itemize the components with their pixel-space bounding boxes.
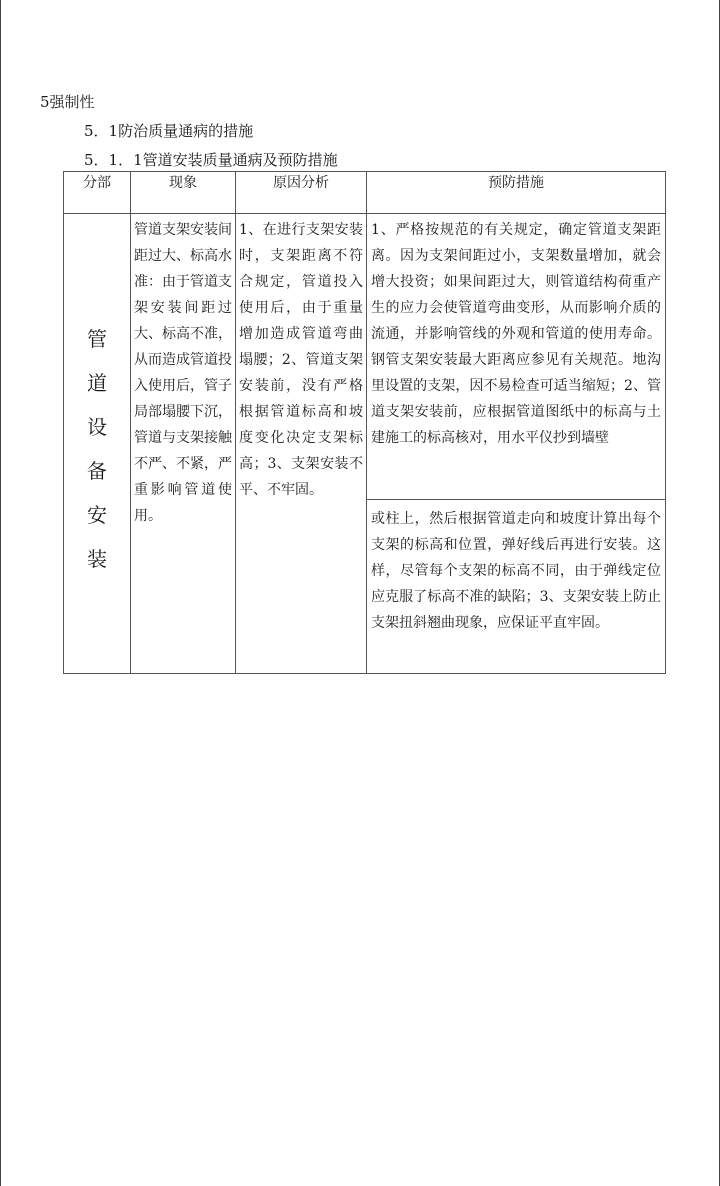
cause-text: 1、在进行支架安装时，支架距离不符合规定，管道投入使用后，由于重量增加造成管道弯曲塌腰；2、管道支架安装前，没有严格根据管道标高和坡度变化决定支架标高；3、支架安装不平、不牢固。 (239, 222, 363, 498)
header-cause-analysis: 原因分析 (236, 172, 367, 214)
header-phenomenon: 现象 (131, 172, 236, 214)
table-row (64, 214, 666, 674)
prevention-text-part1: 1、严格按规范的有关规定，确定管道支架距离。因为支架间距过小，支架数量增加，就会增大投资；如果间距过大，则管道结构荷重产生的应力会使管道弯曲变形，从而影响介质的流通，并影响管线的外观和管道的使用寿命。钢管支架安装最大距离应参见有关规范。地沟里设置的支架，因不易检查可适当缩短；2、管道支架安装前，应根据管道图纸中的标高与土建施工的标高核对，用水平仪抄到墙壁 (371, 222, 661, 446)
phenomenon-cell (131, 214, 236, 674)
section-heading-5-1-1: 5．1．1管道安装质量通病及预防措施 (84, 151, 338, 169)
prevention-divider (367, 499, 665, 500)
phenomenon-text: 管道支架安装间距过大、标高水准：由于管道支架安装间距过大、标高不准，从而造成管道投入使用后，管子局部塌腰下沉，管道与支架接触不严、不紧，严重影响管道使用。 (134, 222, 232, 524)
division-vertical-text: 管 道 设 备 安 装 (87, 326, 107, 571)
table-header-row (64, 172, 666, 214)
section-heading-5-1: 5．1防治质量通病的措施 (84, 122, 254, 140)
page-left-border (0, 0, 1, 1186)
section-heading-5: 5强制性 (40, 93, 95, 111)
quality-defects-table (63, 171, 666, 674)
prevention-text-part2: 或柱上，然后根据管道走向和坡度计算出每个支架的标高和位置，弹好线后再进行安装。这样，尽管每个支架的标高不同，由于弹线定位应克服了标高不准的缺陷；3、支架安装上防止支架扭斜翘曲现象，应保证平直牢固。 (371, 511, 661, 631)
header-prevention: 预防措施 (367, 172, 666, 214)
division-cell (64, 214, 131, 674)
cause-cell (236, 214, 367, 674)
prevention-cell (367, 214, 666, 674)
header-division: 分部 (64, 172, 131, 214)
